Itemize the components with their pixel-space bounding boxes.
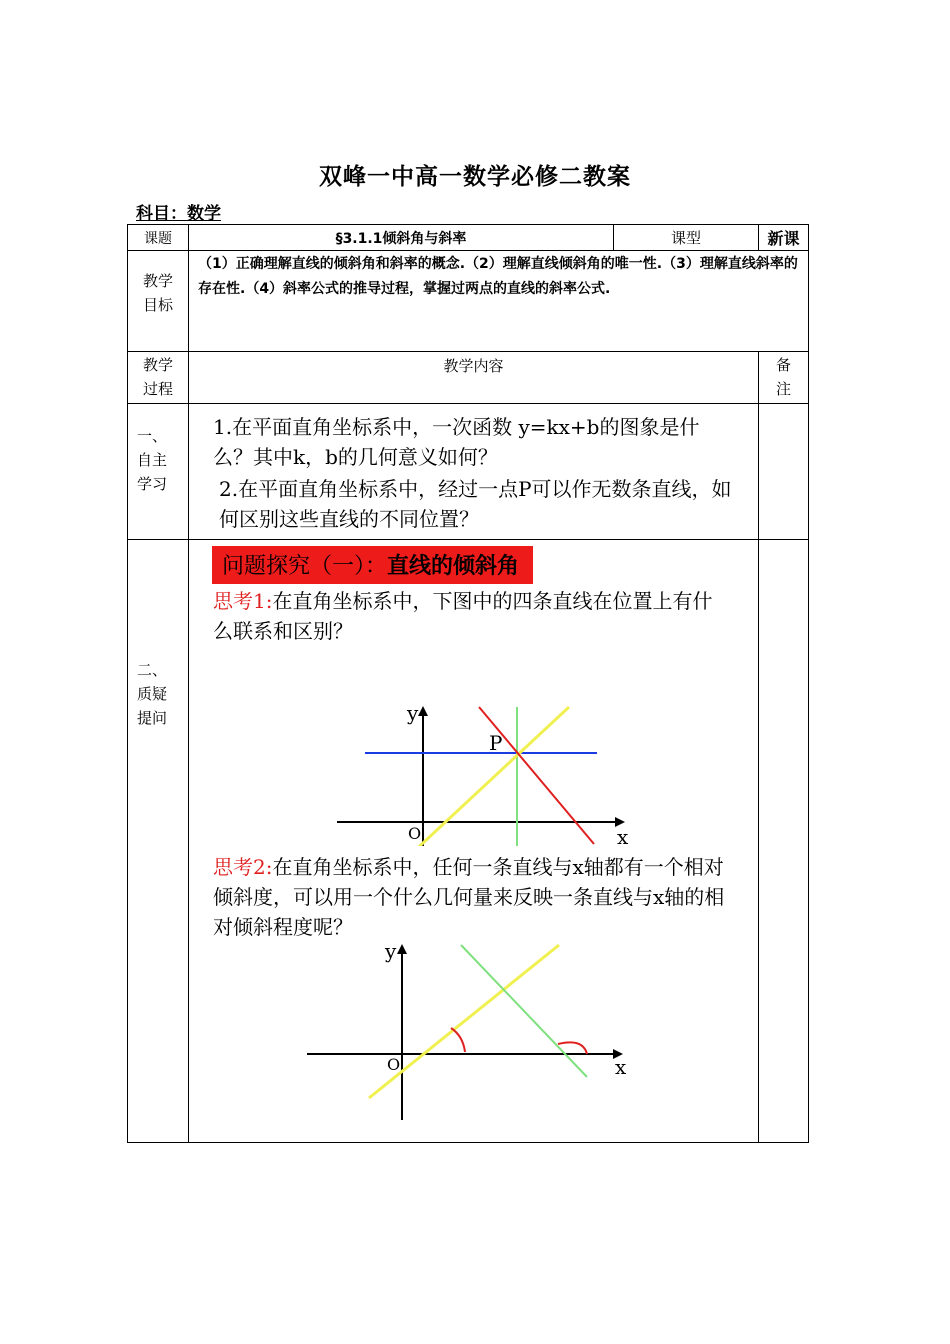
think1-text: 在直角坐标系中，下图中的四条直线在位置上有什么联系和区别？: [213, 589, 713, 643]
type-label: 课型: [671, 229, 702, 247]
graph-four-lines: [189, 646, 757, 846]
topic-label: 课题: [144, 230, 172, 247]
document-title: 双峰一中高一数学必修二教案: [319, 164, 631, 190]
type-value-cell: [759, 225, 809, 251]
think2-label: 思考2:: [213, 855, 273, 879]
process-label: 教学过程: [142, 356, 173, 398]
topic-label-cell: [128, 225, 189, 251]
think1-label: 思考1:: [213, 589, 273, 613]
banner-prefix: 问题探究（一）：: [222, 554, 388, 579]
section1-label-cell: [128, 404, 189, 540]
think2-text: 在直角坐标系中，任何一条直线与x轴都有一个相对倾斜度，可以用一个什么几何量来反映一条直线与x轴的相对倾斜程度呢？: [213, 855, 725, 939]
section1-question-1: 1.在平面直角坐标系中，一次函数 y=kx+b的图象是什么？其中k，b的几何意义如何？: [213, 415, 700, 469]
section2-label-cell: [128, 540, 189, 1143]
graph1-x-label: x: [617, 825, 629, 846]
section1-notes-cell: [759, 404, 809, 540]
lesson-plan-table: [127, 224, 809, 1143]
process-label-cell: [128, 352, 189, 404]
subject-text: 科目：数学: [136, 204, 221, 224]
goals-text: （1）正确理解直线的倾斜角和斜率的概念.（2）理解直线倾斜角的唯一性.（3）理解直线斜率的存在性.（4）斜率公式的推导过程，掌握过两点的直线的斜率公式.: [198, 256, 798, 297]
graph2-origin-label: O: [387, 1055, 401, 1074]
graph2-green-line: [461, 945, 587, 1077]
graph2-x-label: x: [615, 1055, 627, 1079]
graph2-y-label: y: [385, 942, 397, 963]
topic-value: §3.1.1倾斜角与斜率: [335, 230, 467, 247]
subject-line: [136, 199, 221, 224]
banner-wrap: [189, 540, 758, 584]
goals-label-cell: [128, 251, 189, 352]
type-value: 新课: [767, 229, 800, 248]
type-label-cell: [614, 225, 759, 251]
think2-paragraph: [189, 846, 758, 942]
graph2-y-arrow: [397, 944, 407, 954]
section2-notes-cell: [759, 540, 809, 1143]
banner-title: 直线的倾斜角: [387, 553, 520, 579]
graph1-y-arrow: [418, 706, 428, 716]
graph-inclination-angle: [189, 942, 757, 1122]
think1-paragraph: [189, 584, 758, 646]
graph1-y-label: y: [407, 701, 419, 725]
notes-label-cell: [759, 352, 809, 404]
topic-value-cell: [189, 225, 614, 251]
graph2-yellow-line: [369, 945, 559, 1098]
section1-label: 一、自主学习: [137, 427, 168, 493]
graph1-point-label: P: [489, 731, 503, 755]
goals-label: 教学目标: [142, 272, 173, 314]
section-banner: [212, 546, 533, 584]
graph1-origin-label: O: [408, 824, 422, 843]
section2-content-cell: [189, 540, 759, 1143]
content-label-cell: [189, 352, 759, 404]
content-label: 教学内容: [443, 357, 504, 375]
section1-question-2: 2.在平面直角坐标系中，经过一点P可以作无数条直线，如何区别这些直线的不同位置？: [219, 477, 732, 531]
section2-label: 二、质疑提问: [137, 661, 168, 727]
goals-text-cell: [189, 251, 809, 352]
notes-label: 备注: [776, 356, 792, 398]
section1-content-cell: [189, 404, 759, 540]
